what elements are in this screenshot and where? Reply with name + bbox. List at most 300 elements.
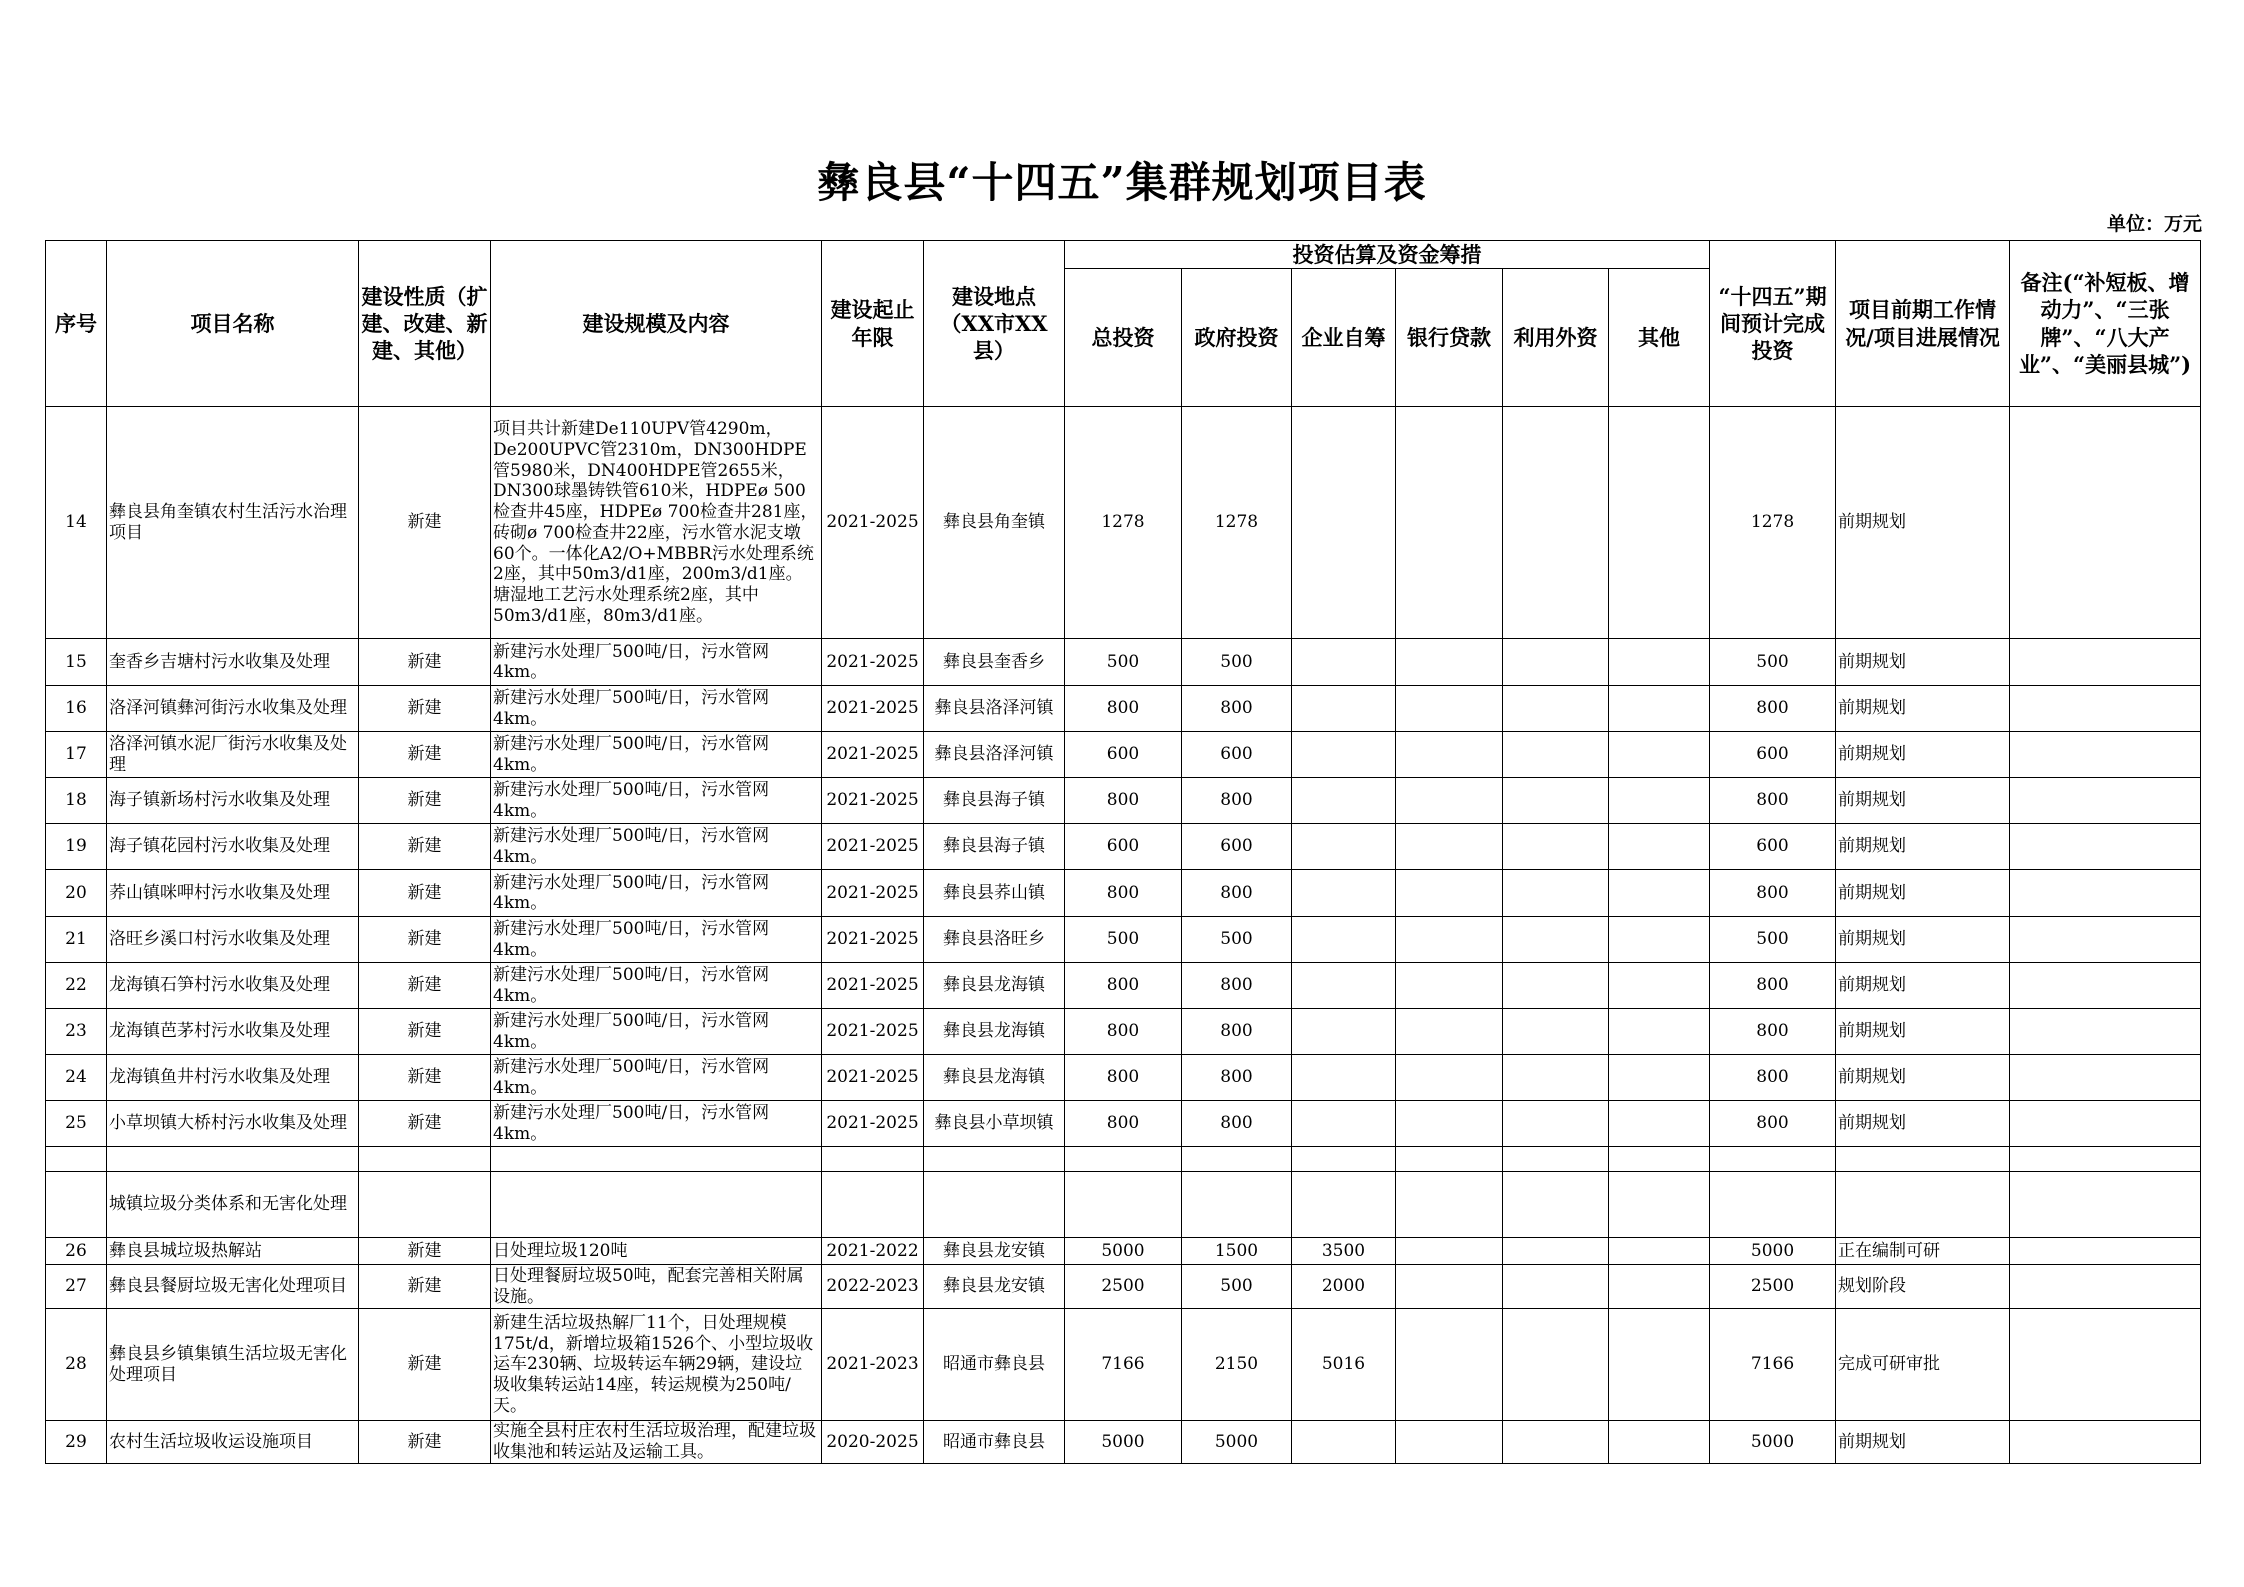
cell-enterprise <box>1292 963 1396 1009</box>
cell-remark <box>2010 407 2201 639</box>
empty-cell <box>1503 1147 1609 1172</box>
cell-plan: 2500 <box>1710 1265 1836 1309</box>
cell-location: 彝良县洛泽河镇 <box>924 686 1065 732</box>
cell-nature: 新建 <box>359 639 491 686</box>
cell-seq: 29 <box>46 1421 107 1463</box>
cell-remark <box>2010 1055 2201 1101</box>
cell-name: 彝良县角奎镇农村生活污水治理项目 <box>107 407 359 639</box>
empty-cell <box>1292 1172 1396 1238</box>
header-name: 项目名称 <box>107 241 359 407</box>
cell-scale: 新建污水处理厂500吨/日，污水管网4km。 <box>491 1009 822 1055</box>
empty-cell <box>1182 1172 1292 1238</box>
cell-other <box>1609 1238 1710 1265</box>
cell-scale: 新建污水处理厂500吨/日，污水管网4km。 <box>491 963 822 1009</box>
table-row <box>46 1265 2201 1309</box>
cell-foreign <box>1503 732 1609 778</box>
section-row <box>46 1172 2201 1238</box>
cell-total: 800 <box>1065 1101 1182 1147</box>
cell-period: 2021-2025 <box>822 732 924 778</box>
cell-location: 彝良县龙安镇 <box>924 1265 1065 1309</box>
cell-remark <box>2010 1238 2201 1265</box>
empty-cell <box>1396 1147 1503 1172</box>
cell-nature: 新建 <box>359 1009 491 1055</box>
cell-nature: 新建 <box>359 870 491 917</box>
section-label: 城镇垃圾分类体系和无害化处理 <box>107 1172 359 1238</box>
cell-location: 彝良县角奎镇 <box>924 407 1065 639</box>
table-row <box>46 1101 2201 1147</box>
cell-foreign <box>1503 917 1609 963</box>
table-row <box>46 1421 2201 1463</box>
cell-scale: 新建污水处理厂500吨/日，污水管网4km。 <box>491 639 822 686</box>
cell-progress: 正在编制可研 <box>1836 1238 2010 1265</box>
cell-nature: 新建 <box>359 1309 491 1421</box>
cell-nature: 新建 <box>359 1101 491 1147</box>
cell-enterprise <box>1292 870 1396 917</box>
cell-scale: 新建污水处理厂500吨/日，污水管网4km。 <box>491 824 822 870</box>
cell-seq: 25 <box>46 1101 107 1147</box>
cell-remark <box>2010 639 2201 686</box>
empty-cell <box>924 1147 1065 1172</box>
cell-progress: 规划阶段 <box>1836 1265 2010 1309</box>
cell-gov: 800 <box>1182 963 1292 1009</box>
cell-loan <box>1396 778 1503 824</box>
cell-progress: 前期规划 <box>1836 917 2010 963</box>
cell-nature: 新建 <box>359 686 491 732</box>
cell-loan <box>1396 1055 1503 1101</box>
cell-remark <box>2010 732 2201 778</box>
cell-remark <box>2010 686 2201 732</box>
cell-gov: 800 <box>1182 870 1292 917</box>
cell-enterprise <box>1292 732 1396 778</box>
cell-foreign <box>1503 870 1609 917</box>
cell-location: 彝良县海子镇 <box>924 824 1065 870</box>
cell-enterprise <box>1292 639 1396 686</box>
cell-total: 800 <box>1065 778 1182 824</box>
cell-gov: 800 <box>1182 778 1292 824</box>
table-row <box>46 1055 2201 1101</box>
cell-location: 彝良县奎香乡 <box>924 639 1065 686</box>
cell-scale: 新建污水处理厂500吨/日，污水管网4km。 <box>491 917 822 963</box>
cell-other <box>1609 732 1710 778</box>
cell-total: 800 <box>1065 963 1182 1009</box>
cell-loan <box>1396 407 1503 639</box>
empty-cell <box>1182 1147 1292 1172</box>
cell-seq: 26 <box>46 1238 107 1265</box>
cell-progress: 前期规划 <box>1836 1421 2010 1463</box>
cell-gov: 1278 <box>1182 407 1292 639</box>
cell-name: 洛泽河镇彝河街污水收集及处理 <box>107 686 359 732</box>
empty-cell <box>822 1147 924 1172</box>
cell-progress: 前期规划 <box>1836 778 2010 824</box>
cell-seq: 20 <box>46 870 107 917</box>
cell-progress: 前期规划 <box>1836 870 2010 917</box>
cell-name: 洛旺乡溪口村污水收集及处理 <box>107 917 359 963</box>
cell-loan <box>1396 1309 1503 1421</box>
header-total: 总投资 <box>1065 269 1182 407</box>
cell-plan: 600 <box>1710 732 1836 778</box>
cell-remark <box>2010 824 2201 870</box>
cell-total: 800 <box>1065 1009 1182 1055</box>
cell-nature: 新建 <box>359 963 491 1009</box>
cell-plan: 800 <box>1710 1055 1836 1101</box>
cell-remark <box>2010 1309 2201 1421</box>
header-period: 建设起止年限 <box>822 241 924 407</box>
cell-name: 龙海镇鱼井村污水收集及处理 <box>107 1055 359 1101</box>
cell-period: 2021-2025 <box>822 778 924 824</box>
cell-period: 2021-2025 <box>822 686 924 732</box>
cell-plan: 800 <box>1710 1009 1836 1055</box>
cell-progress: 前期规划 <box>1836 1009 2010 1055</box>
cell-foreign <box>1503 1009 1609 1055</box>
cell-gov: 2150 <box>1182 1309 1292 1421</box>
cell-other <box>1609 870 1710 917</box>
cell-period: 2021-2025 <box>822 870 924 917</box>
cell-seq: 22 <box>46 963 107 1009</box>
cell-enterprise <box>1292 686 1396 732</box>
cell-scale: 新建生活垃圾热解厂11个，日处理规模175t/d，新增垃圾箱1526个、小型垃圾收运车230辆、垃圾转运车辆29辆，建设垃圾收集转运站14座，转运规模为250吨/天。 <box>491 1309 822 1421</box>
cell-foreign <box>1503 778 1609 824</box>
cell-total: 500 <box>1065 639 1182 686</box>
cell-progress: 前期规划 <box>1836 963 2010 1009</box>
cell-foreign <box>1503 1309 1609 1421</box>
cell-name: 彝良县乡镇集镇生活垃圾无害化处理项目 <box>107 1309 359 1421</box>
header-nature: 建设性质（扩建、改建、新建、其他） <box>359 241 491 407</box>
cell-location: 彝良县龙海镇 <box>924 963 1065 1009</box>
cell-seq: 14 <box>46 407 107 639</box>
cell-name: 海子镇花园村污水收集及处理 <box>107 824 359 870</box>
cell-remark <box>2010 1265 2201 1309</box>
cell-plan: 5000 <box>1710 1238 1836 1265</box>
cell-nature: 新建 <box>359 1265 491 1309</box>
cell-name: 洛泽河镇水泥厂街污水收集及处理 <box>107 732 359 778</box>
header-enterprise: 企业自筹 <box>1292 269 1396 407</box>
empty-cell <box>359 1172 491 1238</box>
cell-progress: 前期规划 <box>1836 1055 2010 1101</box>
empty-cell <box>1609 1147 1710 1172</box>
cell-foreign <box>1503 1055 1609 1101</box>
header-other: 其他 <box>1609 269 1710 407</box>
empty-cell <box>1609 1172 1710 1238</box>
cell-other <box>1609 686 1710 732</box>
cell-nature: 新建 <box>359 407 491 639</box>
cell-other <box>1609 963 1710 1009</box>
unit-label: 单位：万元 <box>2106 213 2202 235</box>
empty-cell <box>2010 1172 2201 1238</box>
cell-loan <box>1396 686 1503 732</box>
cell-progress: 前期规划 <box>1836 686 2010 732</box>
cell-scale: 新建污水处理厂500吨/日，污水管网4km。 <box>491 1101 822 1147</box>
cell-other <box>1609 917 1710 963</box>
cell-plan: 500 <box>1710 917 1836 963</box>
cell-foreign <box>1503 1265 1609 1309</box>
cell-total: 500 <box>1065 917 1182 963</box>
empty-cell <box>1710 1172 1836 1238</box>
cell-name: 龙海镇石笋村污水收集及处理 <box>107 963 359 1009</box>
cell-nature: 新建 <box>359 778 491 824</box>
cell-plan: 800 <box>1710 870 1836 917</box>
cell-period: 2021-2025 <box>822 1009 924 1055</box>
cell-period: 2021-2025 <box>822 1101 924 1147</box>
cell-location: 彝良县龙海镇 <box>924 1055 1065 1101</box>
cell-nature: 新建 <box>359 1421 491 1463</box>
cell-other <box>1609 1309 1710 1421</box>
cell-foreign <box>1503 407 1609 639</box>
header-investment-group: 投资估算及资金筹措 <box>1065 241 1710 269</box>
cell-location: 彝良县龙海镇 <box>924 1009 1065 1055</box>
cell-loan <box>1396 1238 1503 1265</box>
cell-remark <box>2010 778 2201 824</box>
cell-period: 2021-2025 <box>822 639 924 686</box>
table-row <box>46 778 2201 824</box>
cell-nature: 新建 <box>359 824 491 870</box>
empty-cell <box>924 1172 1065 1238</box>
cell-total: 600 <box>1065 732 1182 778</box>
cell-period: 2020-2025 <box>822 1421 924 1463</box>
cell-progress: 前期规划 <box>1836 824 2010 870</box>
cell-scale: 新建污水处理厂500吨/日，污水管网4km。 <box>491 686 822 732</box>
cell-total: 800 <box>1065 870 1182 917</box>
cell-other <box>1609 1009 1710 1055</box>
cell-name: 彝良县城垃圾热解站 <box>107 1238 359 1265</box>
cell-plan: 800 <box>1710 778 1836 824</box>
cell-plan: 800 <box>1710 1101 1836 1147</box>
cell-nature: 新建 <box>359 1055 491 1101</box>
empty-row <box>46 1147 2201 1172</box>
cell-gov: 600 <box>1182 732 1292 778</box>
cell-period: 2021-2025 <box>822 824 924 870</box>
cell-scale: 新建污水处理厂500吨/日，污水管网4km。 <box>491 1055 822 1101</box>
cell-foreign <box>1503 1238 1609 1265</box>
empty-cell <box>1065 1172 1182 1238</box>
cell-gov: 800 <box>1182 1101 1292 1147</box>
cell-enterprise: 5016 <box>1292 1309 1396 1421</box>
cell-progress: 前期规划 <box>1836 1101 2010 1147</box>
cell-loan <box>1396 824 1503 870</box>
cell-foreign <box>1503 686 1609 732</box>
cell-total: 800 <box>1065 686 1182 732</box>
cell-plan: 600 <box>1710 824 1836 870</box>
cell-scale: 日处理垃圾120吨 <box>491 1238 822 1265</box>
empty-cell <box>107 1147 359 1172</box>
cell-gov: 800 <box>1182 686 1292 732</box>
header-seq: 序号 <box>46 241 107 407</box>
cell-progress: 完成可研审批 <box>1836 1309 2010 1421</box>
cell-seq: 28 <box>46 1309 107 1421</box>
cell-scale: 新建污水处理厂500吨/日，污水管网4km。 <box>491 778 822 824</box>
cell-foreign <box>1503 824 1609 870</box>
cell-period: 2021-2023 <box>822 1309 924 1421</box>
cell-name: 奎香乡吉塘村污水收集及处理 <box>107 639 359 686</box>
header-foreign: 利用外资 <box>1503 269 1609 407</box>
cell-scale: 项目共计新建De110UPV管4290m，De200UPVC管2310m，DN300HDPE管5980米，DN400HDPE管2655米，DN300球墨铸铁管610米，HDPEø 500检查井45座，HDPEø 700检查井281座，砖砌ø 700检查井22座，污水管水泥支墩60个。一体化A2/O+MBBR污水处理系统2座，其中50m3/d1座，200m3/d1座。塘湿地工艺污水处理系统2座，其中50m3/d1座，80m3/d1座。 <box>491 407 822 639</box>
cell-name: 海子镇新场村污水收集及处理 <box>107 778 359 824</box>
cell-other <box>1609 1055 1710 1101</box>
cell-progress: 前期规划 <box>1836 732 2010 778</box>
cell-seq: 17 <box>46 732 107 778</box>
empty-cell <box>1065 1147 1182 1172</box>
cell-loan <box>1396 963 1503 1009</box>
cell-loan <box>1396 639 1503 686</box>
cell-seq: 15 <box>46 639 107 686</box>
cell-location: 彝良县洛旺乡 <box>924 917 1065 963</box>
cell-total: 5000 <box>1065 1238 1182 1265</box>
cell-loan <box>1396 1265 1503 1309</box>
cell-loan <box>1396 917 1503 963</box>
cell-remark <box>2010 870 2201 917</box>
header-remark: 备注(“补短板、增动力”、“三张牌”、“八大产业”、“美丽县城”) <box>2010 241 2201 407</box>
cell-nature: 新建 <box>359 917 491 963</box>
cell-seq: 23 <box>46 1009 107 1055</box>
empty-cell <box>46 1147 107 1172</box>
cell-other <box>1609 1421 1710 1463</box>
empty-cell <box>1836 1147 2010 1172</box>
cell-remark <box>2010 963 2201 1009</box>
cell-seq: 19 <box>46 824 107 870</box>
document-title: 彝良县“十四五”集群规划项目表 <box>817 158 1427 207</box>
cell-location: 昭通市彝良县 <box>924 1421 1065 1463</box>
cell-foreign <box>1503 1421 1609 1463</box>
table-row <box>46 686 2201 732</box>
cell-period: 2021-2025 <box>822 963 924 1009</box>
cell-location: 彝良县海子镇 <box>924 778 1065 824</box>
cell-seq: 21 <box>46 917 107 963</box>
cell-plan: 1278 <box>1710 407 1836 639</box>
cell-period: 2021-2022 <box>822 1238 924 1265</box>
cell-enterprise <box>1292 1009 1396 1055</box>
cell-remark <box>2010 1009 2201 1055</box>
header-plan: “十四五”期间预计完成投资 <box>1710 241 1836 407</box>
cell-total: 2500 <box>1065 1265 1182 1309</box>
cell-gov: 500 <box>1182 917 1292 963</box>
header-progress: 项目前期工作情况/项目进展情况 <box>1836 241 2010 407</box>
cell-location: 彝良县洛泽河镇 <box>924 732 1065 778</box>
cell-total: 600 <box>1065 824 1182 870</box>
cell-seq: 24 <box>46 1055 107 1101</box>
cell-plan: 800 <box>1710 686 1836 732</box>
cell-other <box>1609 1101 1710 1147</box>
cell-enterprise <box>1292 1055 1396 1101</box>
empty-cell <box>359 1147 491 1172</box>
cell-period: 2021-2025 <box>822 917 924 963</box>
project-table <box>45 240 2201 1464</box>
empty-cell <box>822 1172 924 1238</box>
cell-seq: 16 <box>46 686 107 732</box>
cell-plan: 7166 <box>1710 1309 1836 1421</box>
cell-foreign <box>1503 1101 1609 1147</box>
table-row <box>46 1309 2201 1421</box>
cell-enterprise: 3500 <box>1292 1238 1396 1265</box>
cell-remark <box>2010 1421 2201 1463</box>
cell-enterprise <box>1292 407 1396 639</box>
cell-remark <box>2010 917 2201 963</box>
cell-plan: 500 <box>1710 639 1836 686</box>
cell-scale: 新建污水处理厂500吨/日，污水管网4km。 <box>491 870 822 917</box>
cell-name: 小草坝镇大桥村污水收集及处理 <box>107 1101 359 1147</box>
cell-remark <box>2010 1101 2201 1147</box>
cell-location: 昭通市彝良县 <box>924 1309 1065 1421</box>
cell-period: 2022-2023 <box>822 1265 924 1309</box>
cell-loan <box>1396 1101 1503 1147</box>
cell-enterprise <box>1292 1421 1396 1463</box>
empty-cell <box>1292 1147 1396 1172</box>
table-row <box>46 639 2201 686</box>
cell-seq: 18 <box>46 778 107 824</box>
cell-enterprise: 2000 <box>1292 1265 1396 1309</box>
table-row <box>46 870 2201 917</box>
empty-cell <box>1503 1172 1609 1238</box>
cell-enterprise <box>1292 778 1396 824</box>
cell-gov: 800 <box>1182 1055 1292 1101</box>
cell-other <box>1609 1265 1710 1309</box>
table-row <box>46 407 2201 639</box>
cell-name: 农村生活垃圾收运设施项目 <box>107 1421 359 1463</box>
cell-total: 7166 <box>1065 1309 1182 1421</box>
table-body <box>46 407 2201 1463</box>
cell-other <box>1609 778 1710 824</box>
cell-seq: 27 <box>46 1265 107 1309</box>
empty-cell <box>1710 1147 1836 1172</box>
cell-progress: 前期规划 <box>1836 639 2010 686</box>
cell-gov: 500 <box>1182 1265 1292 1309</box>
cell-name: 龙海镇芭茅村污水收集及处理 <box>107 1009 359 1055</box>
empty-cell <box>1836 1172 2010 1238</box>
cell-scale: 实施全县村庄农村生活垃圾治理，配建垃圾收集池和转运站及运输工具。 <box>491 1421 822 1463</box>
empty-cell <box>491 1147 822 1172</box>
cell-gov: 800 <box>1182 1009 1292 1055</box>
cell-loan <box>1396 870 1503 917</box>
cell-scale: 新建污水处理厂500吨/日，污水管网4km。 <box>491 732 822 778</box>
table-row <box>46 1238 2201 1265</box>
cell-period: 2021-2025 <box>822 407 924 639</box>
header-loan: 银行贷款 <box>1396 269 1503 407</box>
cell-total: 1278 <box>1065 407 1182 639</box>
table-row <box>46 963 2201 1009</box>
cell-location: 彝良县龙安镇 <box>924 1238 1065 1265</box>
cell-plan: 800 <box>1710 963 1836 1009</box>
header-location: 建设地点（XX市XX县） <box>924 241 1065 407</box>
cell-gov: 5000 <box>1182 1421 1292 1463</box>
table-row <box>46 1009 2201 1055</box>
cell-total: 800 <box>1065 1055 1182 1101</box>
cell-enterprise <box>1292 1101 1396 1147</box>
cell-enterprise <box>1292 824 1396 870</box>
cell-nature: 新建 <box>359 732 491 778</box>
cell-gov: 1500 <box>1182 1238 1292 1265</box>
cell-foreign <box>1503 639 1609 686</box>
cell-scale: 日处理餐厨垃圾50吨，配套完善相关附属设施。 <box>491 1265 822 1309</box>
cell-gov: 500 <box>1182 639 1292 686</box>
cell-loan <box>1396 1421 1503 1463</box>
empty-cell <box>46 1172 107 1238</box>
cell-other <box>1609 824 1710 870</box>
cell-other <box>1609 639 1710 686</box>
cell-enterprise <box>1292 917 1396 963</box>
cell-progress: 前期规划 <box>1836 407 2010 639</box>
cell-other <box>1609 407 1710 639</box>
cell-location: 彝良县小草坝镇 <box>924 1101 1065 1147</box>
empty-cell <box>1396 1172 1503 1238</box>
cell-gov: 600 <box>1182 824 1292 870</box>
cell-loan <box>1396 732 1503 778</box>
header-scale: 建设规模及内容 <box>491 241 822 407</box>
cell-name: 荞山镇咪呷村污水收集及处理 <box>107 870 359 917</box>
cell-name: 彝良县餐厨垃圾无害化处理项目 <box>107 1265 359 1309</box>
cell-total: 5000 <box>1065 1421 1182 1463</box>
cell-period: 2021-2025 <box>822 1055 924 1101</box>
table-row <box>46 824 2201 870</box>
table-row <box>46 732 2201 778</box>
cell-foreign <box>1503 963 1609 1009</box>
